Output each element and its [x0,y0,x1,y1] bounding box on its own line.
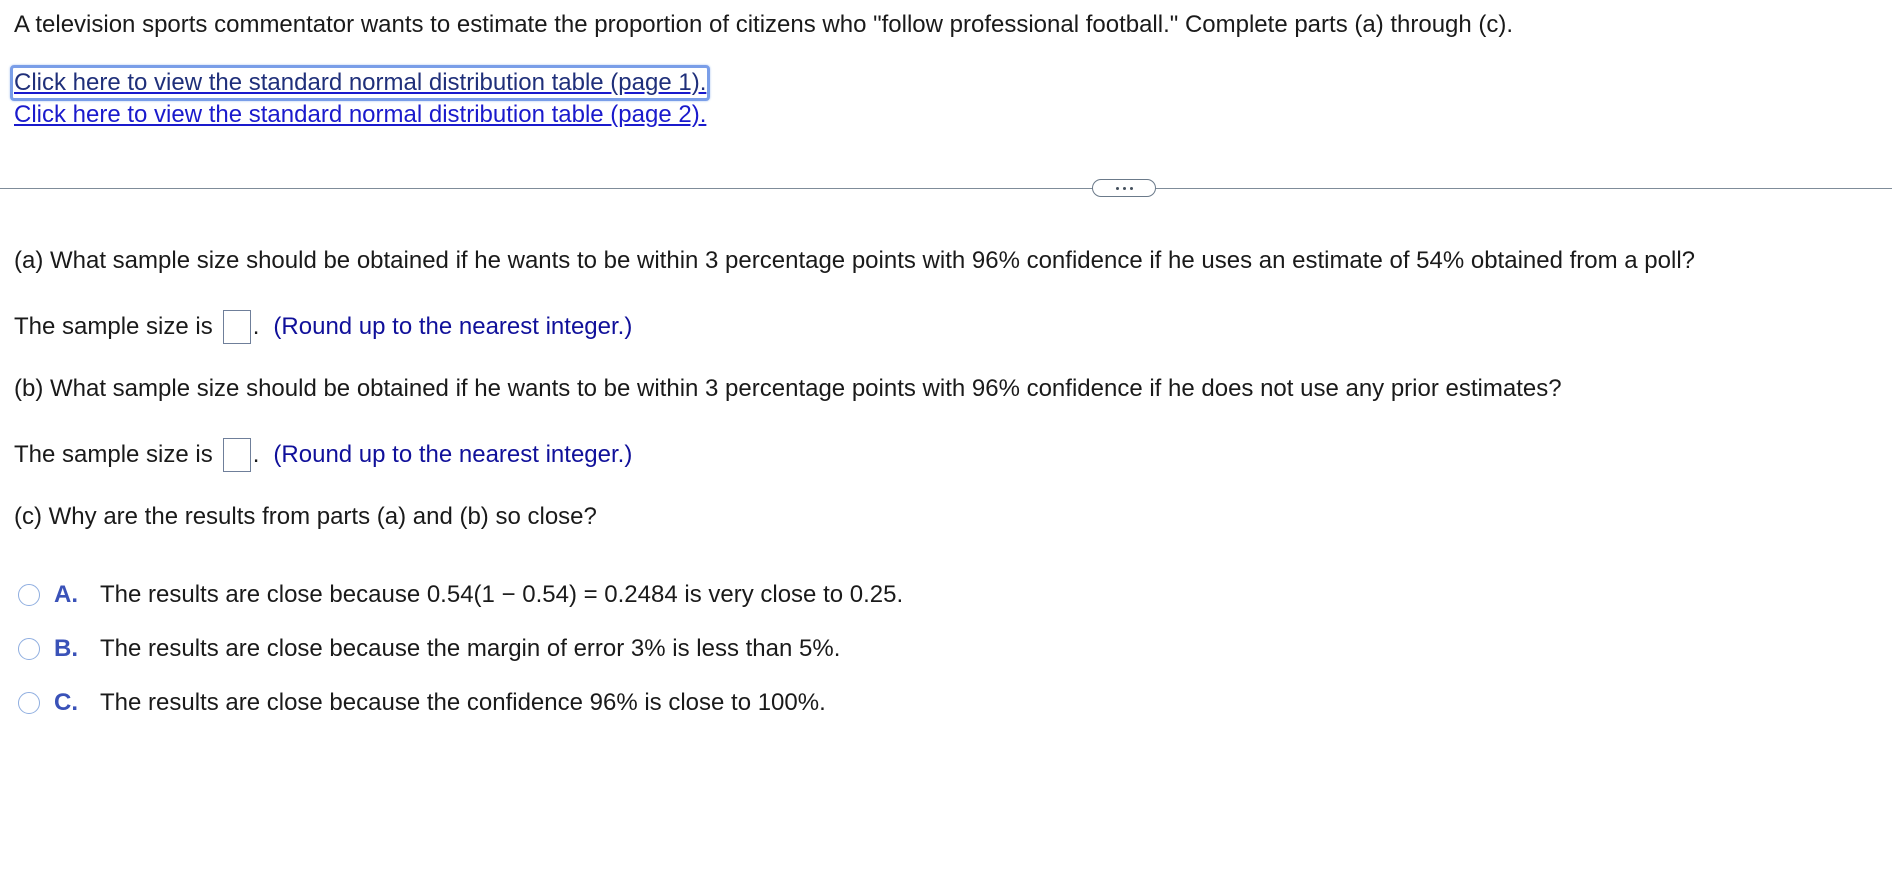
normal-table-page1-link-text[interactable]: Click here to view the standard normal distribution table (page 1). [14,69,707,96]
radio-button-c[interactable] [18,692,40,714]
option-a-letter: A. [54,581,78,608]
question-c: (c) Why are the results from parts (a) and (b) so close? [14,503,597,530]
answer-a-prefix: The sample size is [14,313,213,340]
section-divider [0,188,1892,189]
expand-more-button[interactable] [1092,179,1156,197]
option-b-text: The results are close because the margin of error 3% is less than 5%. [100,635,841,662]
ellipsis-icon [1130,187,1133,190]
radio-button-a[interactable] [18,584,40,606]
ellipsis-icon [1123,187,1126,190]
answer-a-suffix: . [252,313,260,340]
normal-table-page2-link[interactable]: Click here to view the standard normal distribution table (page 2). [14,101,707,128]
sample-size-b-input[interactable] [223,438,251,472]
option-a[interactable] [18,580,903,610]
option-c-text: The results are close because the confidence 96% is close to 100%. [100,689,826,716]
problem-intro: A television sports commentator wants to estimate the proportion of citizens who "follow professional football." Complete parts (a) through (c). [14,11,1514,38]
question-b: (b) What sample size should be obtained if he wants to be within 3 percentage points with 96% confidence if he does not use any prior estimates? [14,375,1562,402]
answer-row-b [14,438,632,472]
option-a-text: The results are close because 0.54(1 − 0.54) = 0.2484 is very close to 0.25. [100,581,904,608]
answer-b-suffix: . [252,441,260,468]
ellipsis-icon [1116,187,1119,190]
normal-table-page1-link[interactable] [14,68,706,98]
option-b[interactable] [18,634,840,664]
option-c-letter: C. [54,689,78,716]
option-b-letter: B. [54,635,78,662]
round-hint-a: (Round up to the nearest integer.) [273,313,633,340]
sample-size-a-input[interactable] [223,310,251,344]
option-c[interactable] [18,688,826,718]
round-hint-b: (Round up to the nearest integer.) [273,441,633,468]
question-a: (a) What sample size should be obtained if he wants to be within 3 percentage points with 96% confidence if he uses an estimate of 54% obtained from a poll? [14,247,1695,274]
answer-row-a [14,310,632,344]
radio-button-b[interactable] [18,638,40,660]
answer-b-prefix: The sample size is [14,441,213,468]
